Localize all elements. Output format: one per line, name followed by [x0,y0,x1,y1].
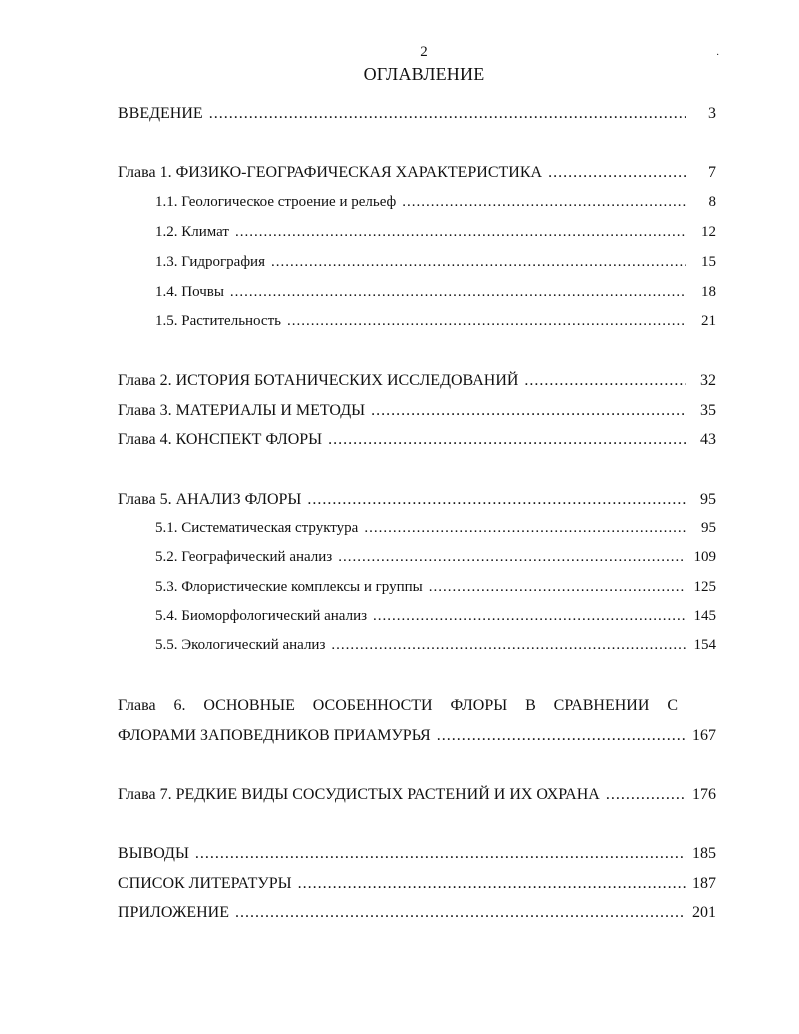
toc-page: 15 [701,254,716,270]
toc-entry-1-4 [155,284,716,306]
toc-entry-5-4 [155,608,716,630]
toc-entry-chapter-1 [118,164,716,186]
toc-leader [209,105,686,123]
toc-leader [548,164,686,182]
toc-label: ВЫВОДЫ [118,845,189,862]
toc-entry-1-3 [155,254,716,276]
toc-page: 12 [701,224,716,240]
scan-speck: · [716,50,720,61]
toc-label: 5.1. Систематическая структура [155,520,359,536]
toc-leader [235,904,686,922]
toc-label: 1.5. Растительность [155,313,281,329]
toc-leader [307,491,686,509]
toc-leader [373,608,686,625]
toc-entry-chapter-7 [118,786,716,808]
toc-label: Глава 7. РЕДКИЕ ВИДЫ СОСУДИСТЫХ РАСТЕНИЙ И ИХ ОХРАНА [118,786,600,803]
toc-leader [524,372,686,390]
toc-label: Глава 3. МАТЕРИАЛЫ И МЕТОДЫ [118,402,366,419]
toc-page: 18 [701,284,716,300]
toc-page: 32 [700,372,716,389]
toc-leader [338,549,686,566]
toc-label: 5.2. Географический анализ [155,549,333,565]
toc-page: 21 [701,313,716,329]
toc-label: 1.2. Климат [155,224,229,240]
toc-label: Глава 1. ФИЗИКО-ГЕОГРАФИЧЕСКАЯ ХАРАКТЕРИСТИКА [118,164,543,181]
toc-page: 95 [701,520,716,536]
toc-page: 109 [693,549,716,565]
toc-label: Глава 5. АНАЛИЗ ФЛОРЫ [118,491,302,508]
toc-page: 7 [708,164,716,181]
toc-leader [371,402,686,420]
toc-label: 5.5. Экологический анализ [155,637,326,653]
toc-page: 8 [708,194,716,210]
toc-leader [235,224,686,241]
toc-leader [437,727,686,745]
toc-page: 187 [692,875,716,892]
toc-entry-references [118,875,716,897]
toc-leader [287,313,686,330]
toc-leader [606,786,686,804]
toc-label: Глава 2. ИСТОРИЯ БОТАНИЧЕСКИХ ИССЛЕДОВАНИЙ [118,372,519,389]
toc-leader [364,520,686,537]
toc-entry-5-5 [155,637,716,659]
toc-page: 176 [692,786,716,803]
toc-entry-appendix [118,904,716,926]
toc-leader [331,637,686,654]
toc-label: Глава 4. КОНСПЕКТ ФЛОРЫ [118,431,323,448]
toc-entry-chapter-5 [118,491,716,513]
toc-entry-intro [118,105,716,127]
toc-leader [271,254,686,271]
toc-page: 3 [708,105,716,122]
toc-leader [402,194,686,211]
toc-entry-5-2 [155,549,716,571]
toc-label: СПИСОК ЛИТЕРАТУРЫ [118,875,292,892]
toc-page: 154 [693,637,716,653]
toc-entry-1-2 [155,224,716,246]
toc-entry-chapter-4 [118,431,716,453]
toc-label: 1.3. Гидрография [155,254,265,270]
toc-page: 201 [692,904,716,921]
page-title: ОГЛАВЛЕНИЕ [363,64,485,84]
toc-entry-1-1 [155,194,716,216]
toc-leader [429,579,686,596]
toc-label: 5.3. Флористические комплексы и группы [155,579,423,595]
toc-entry-chapter-2 [118,372,716,394]
toc-entry-5-3 [155,579,716,601]
toc-label: ФЛОРАМИ ЗАПОВЕДНИКОВ ПРИАМУРЬЯ [118,727,431,744]
page-number: 2 [420,44,428,60]
toc-label: 1.4. Почвы [155,284,224,300]
toc-leader [328,431,686,449]
toc-label: 1.1. Геологическое строение и рельеф [155,194,397,210]
toc-label: 5.4. Биоморфологический анализ [155,608,368,624]
toc-entry-5-1 [155,520,716,542]
toc-page: 145 [693,608,716,624]
toc-entry-chapter-6-line-1: Глава 6. ОСНОВНЫЕ ОСОБЕННОСТИ ФЛОРЫ В СРАВНЕНИИ С [118,697,678,714]
toc-page: 43 [700,431,716,448]
toc-label: ПРИЛОЖЕНИЕ [118,904,230,921]
toc-label: ВВЕДЕНИЕ [118,105,203,122]
toc-leader [298,875,686,893]
toc-entry-conclusions [118,845,716,867]
toc-entry-1-5 [155,313,716,335]
toc-entry-chapter-6 [118,727,716,749]
toc-entry-chapter-3 [118,402,716,424]
toc-page: 167 [692,727,716,744]
toc-leader [230,284,686,301]
toc-leader [195,845,686,863]
toc-page: 125 [693,579,716,595]
toc-page: 185 [692,845,716,862]
toc-page: 35 [700,402,716,419]
toc-page: 95 [700,491,716,508]
